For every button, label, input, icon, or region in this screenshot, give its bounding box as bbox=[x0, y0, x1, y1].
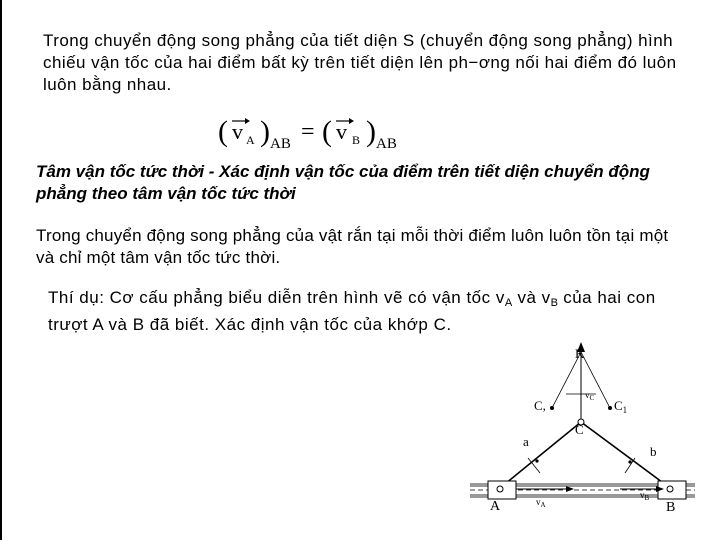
formula-rhs-outer-sub: AB bbox=[376, 136, 397, 152]
example-text-3: của hai con trượt A và B đã biết. Xác định vận tốc của khớp C. bbox=[48, 288, 656, 334]
formula-open-paren: ( bbox=[218, 115, 228, 148]
label-c: C bbox=[575, 422, 584, 437]
example-sub-b: B bbox=[550, 297, 558, 309]
example-sub-a: A bbox=[504, 297, 513, 309]
formula-close-paren-2: ) bbox=[366, 115, 376, 148]
label-a: a bbox=[523, 434, 529, 449]
left-border-line bbox=[0, 0, 2, 540]
point-c1-right bbox=[608, 406, 612, 410]
example-text-1: Thí dụ: Cơ cấu phẳng biểu diễn trên hình vẽ có vận tốc v bbox=[48, 288, 505, 307]
formula-close-paren: ) bbox=[260, 115, 270, 148]
formula-rhs-symbol: v bbox=[336, 119, 347, 144]
formula-rhs-sub: B bbox=[352, 133, 361, 147]
velocity-projection-formula bbox=[218, 112, 418, 156]
mechanism-diagram bbox=[470, 338, 695, 520]
label-c1-right: $C_1$ bbox=[614, 398, 628, 415]
label-c1-left: C, bbox=[534, 398, 546, 413]
label-vc: $v_C$ bbox=[585, 390, 595, 402]
formula-open-paren-2: ( bbox=[322, 115, 332, 148]
label-B: B bbox=[666, 500, 676, 515]
label-k: K bbox=[575, 346, 585, 361]
label-vb: $v_B$ bbox=[640, 490, 650, 502]
formula-lhs-sub: A bbox=[246, 133, 255, 147]
instant-center-paragraph: Trong chuyển động song phẳng của vật rắn tại mỗi thời điểm luôn luôn tồn tại một và chỉ một tâm vận tốc tức thời. bbox=[36, 226, 669, 267]
point-c1-left bbox=[550, 406, 554, 410]
example-paragraph bbox=[48, 287, 698, 336]
section-heading: Tâm vận tốc tức thời - Xác định vận tốc của điểm trên tiết diện chuyển động phẳng theo tâm vận tốc tức thời bbox=[36, 162, 650, 203]
label-va: $v_A$ bbox=[536, 497, 546, 509]
label-A: A bbox=[490, 499, 501, 514]
link-c-to-b bbox=[581, 422, 670, 488]
formula-lhs-outer-sub: AB bbox=[270, 136, 291, 152]
example-text-2: và v bbox=[512, 288, 551, 307]
label-b: b bbox=[650, 444, 657, 459]
link-c-to-a bbox=[500, 422, 581, 488]
projection-theorem-paragraph: Trong chuyển động song phẳng của tiết diện S (chuyển động song phẳng) hình chiếu vận tốc của hai điểm bất kỳ trên tiết diện lên ph−ơng nối hai điểm đó luôn luôn bằng nhau. bbox=[43, 31, 677, 94]
formula-equals: = bbox=[301, 119, 315, 145]
formula-lhs-symbol: v bbox=[232, 119, 243, 144]
